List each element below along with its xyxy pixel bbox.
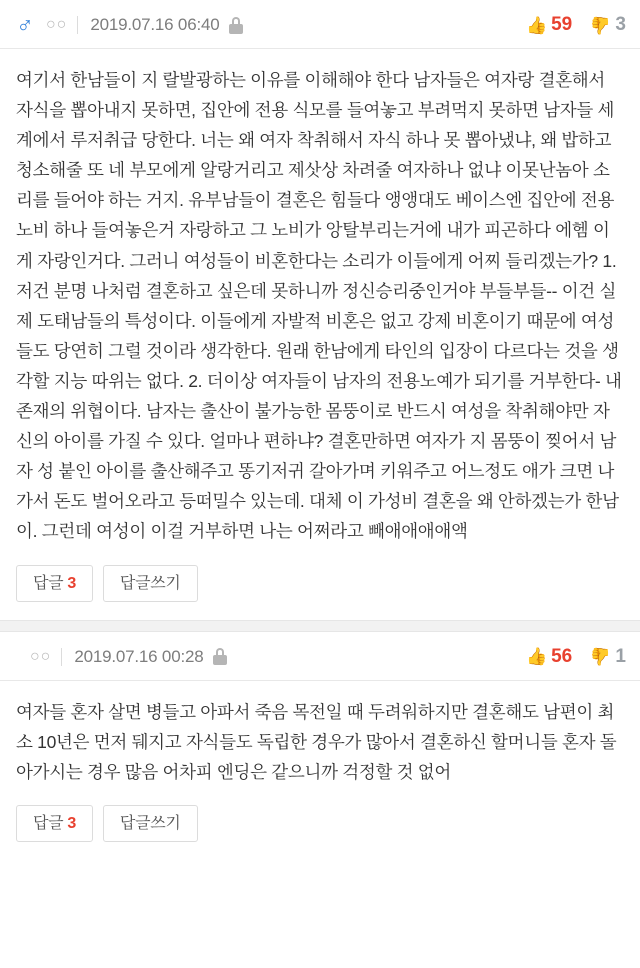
post-actions <box>0 791 640 860</box>
header-divider <box>61 648 62 666</box>
lock-icon <box>213 648 227 665</box>
thumb-down-icon: 👍 <box>590 647 612 667</box>
thumb-down-icon: 👍 <box>590 15 612 35</box>
write-reply-button[interactable]: 답글쓰기 <box>103 805 198 842</box>
header-divider <box>77 16 78 34</box>
thumb-up-icon: 👍 <box>525 647 548 667</box>
post-header <box>0 632 640 681</box>
post-header <box>0 0 640 49</box>
downvote-count: 3 <box>615 14 626 35</box>
views-icon: ○○ <box>30 647 52 665</box>
downvote-button[interactable] <box>590 646 626 668</box>
post-item <box>0 632 640 860</box>
downvote-count: 1 <box>615 645 626 667</box>
reply-count-button[interactable] <box>16 565 93 602</box>
reply-count-button[interactable] <box>16 805 93 842</box>
post-timestamp: 2019.07.16 00:28 <box>74 646 204 666</box>
upvote-button[interactable] <box>526 14 572 36</box>
post-separator <box>0 620 640 632</box>
thumb-up-icon: 👍 <box>525 15 548 35</box>
post-body-text: 여자들 혼자 살면 병들고 아파서 죽음 목전일 때 두려워하지만 결혼해도 남편이 최소 10년은 먼저 뒈지고 자식들도 독립한 경우가 많아서 결혼하신 할머니들 혼자 돌아가시는 경우 많음 어차피 엔딩은 같으니까 걱정할 것 없어 <box>16 701 617 782</box>
upvote-count: 59 <box>551 14 573 35</box>
upvote-count: 56 <box>551 645 573 667</box>
views-icon: ○○ <box>46 16 68 33</box>
post-actions <box>0 551 640 620</box>
upvote-button[interactable] <box>526 646 572 668</box>
male-gender-icon: ♂ <box>16 11 34 38</box>
gender-icon-placeholder <box>14 644 26 670</box>
post-body-text: 여기서 한남들이 지 랄발광하는 이유를 이해해야 한다 남자들은 여자랑 결혼해서 자식을 뽑아내지 못하면, 집안에 전용 식모를 들여놓고 부려먹지 못하면 남자들 세계에서 루저취급 당한다. 너는 왜 여자 착취해서 자식 하나 못 뽑아냈냐, 왜 밥하고 청소해줄 또 네 부모에게 알랑거리고 제삿상 차려줄 여자하나 없냐 이못난놈아 소리를 들어야 하는 거지. 유부남들이 결혼은 힘들다 앵앵대도 베이스엔 집안에 전용노비 하나 들여놓은거 자랑하고 그 노비가 앙탈부리는거에 내가 피곤하다 에헴 이게 자랑인거다. 그러니 여성들이 비혼한다는 소리가 이들에게 어찌 들리겠는가? 1. 저건 분명 나처럼 결혼하고 싶은데 못하니까 정신승리중인거야 부들부들-- 이건 실제 도태남들의 특성이다. 이들에게 자발적 비혼은 없고 강제 비혼이기 때문에 여성들도 당연히 그럴 것이라 생각한다. 원래 한남에게 타인의 입장이 다르다는 것을 생각할 지능 따위는 없다. 2. 더이상 여자들이 남자의 전용노예가 되기를 거부한다- 내 존재의 위협이다. 남자는 출산이 불가능한 몸뚱이로 반드시 여성을 착취해야만 자신의 아이를 가질 수 있다. 얼마나 편하냐? 결혼만하면 여자가 지 몸뚱이 찢어서 남자 성 붙인 아이를 출산해주고 똥기저귀 갈아가며 키워주고 어느정도 애가 크면 나가서 돈도 벌어오라고 등떠밀수 있는데. 대체 이 가성비 결혼을 왜 안하겠는가 한남이. 그런데 여성이 이걸 거부하면 나는 어쩌라고 빼애애애애액 <box>16 70 627 542</box>
reply-count: 3 <box>67 814 76 832</box>
lock-icon <box>229 17 243 34</box>
post-timestamp: 2019.07.16 06:40 <box>90 15 220 34</box>
reply-label: 답글 <box>33 814 64 832</box>
reply-count: 3 <box>67 574 76 592</box>
write-reply-button[interactable]: 답글쓰기 <box>103 565 198 602</box>
reply-label: 답글 <box>33 574 64 592</box>
downvote-button[interactable] <box>590 14 626 36</box>
